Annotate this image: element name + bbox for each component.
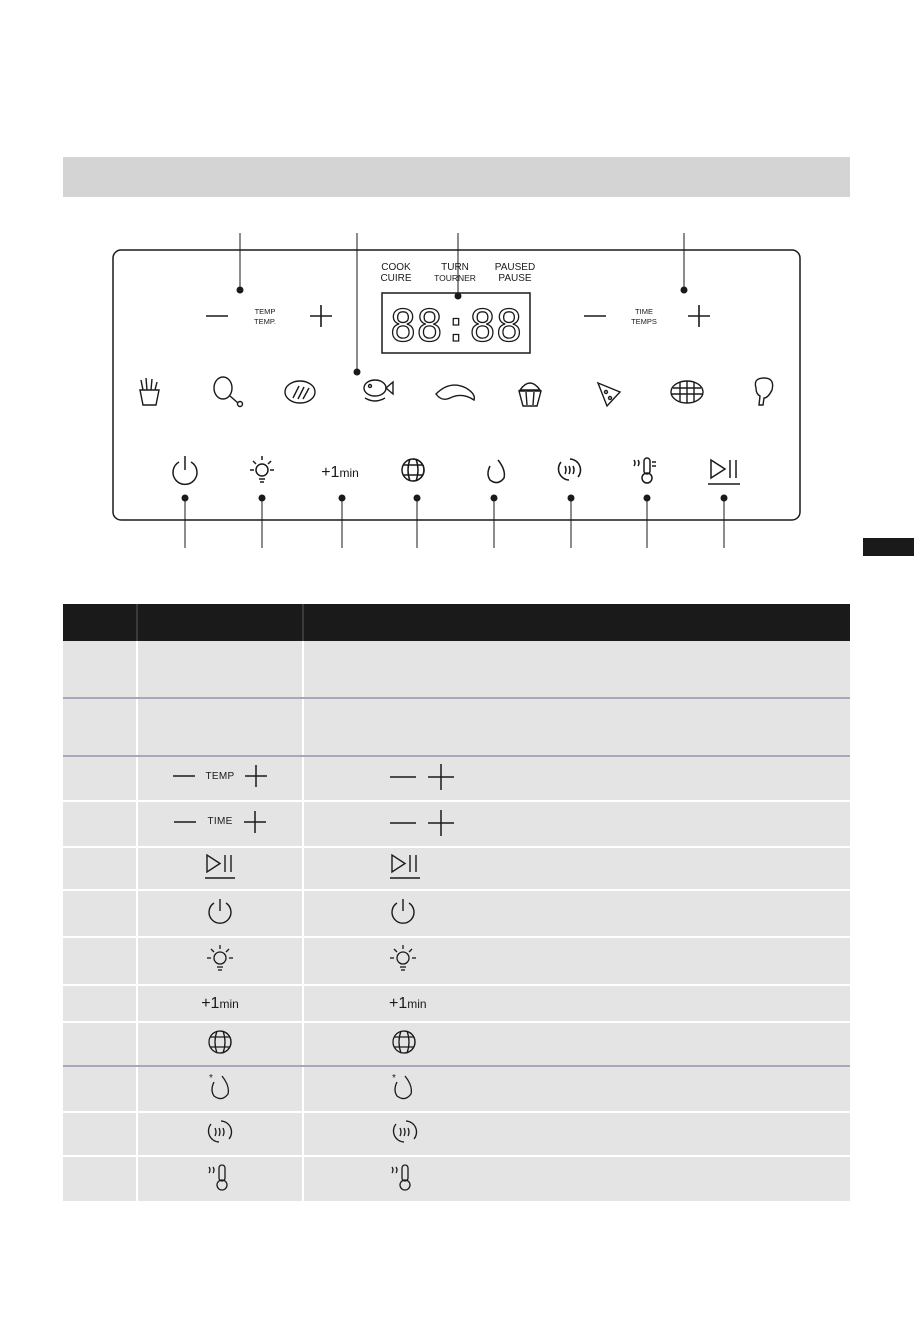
time-label-en: TIME (635, 307, 653, 316)
dehydrate-icon (558, 459, 580, 480)
muffin-icon (519, 383, 541, 406)
plus-one-min-icon (389, 995, 427, 1013)
header-button (137, 604, 303, 641)
table-row (63, 1066, 850, 1112)
table-row (63, 1156, 850, 1202)
table-row (63, 847, 850, 890)
control-panel-diagram (0, 220, 914, 560)
status-turn-en: TURN (441, 262, 469, 273)
steak-icon (285, 381, 315, 403)
rotisserie-icon (389, 1027, 419, 1057)
plus-one-main: +1 (321, 464, 340, 481)
table-row (63, 937, 850, 985)
power-icon (206, 897, 234, 925)
start-pause-icon (389, 852, 421, 880)
status-cook-fr: CUIRE (380, 273, 412, 284)
keep-warm-icon (389, 1162, 417, 1192)
light-icon (206, 944, 234, 974)
table-header-row (63, 604, 850, 641)
table-row (63, 890, 850, 937)
start-pause-icon (708, 460, 740, 484)
controls-table (63, 604, 850, 1203)
callout-dot (681, 287, 687, 293)
plus-one-sub: min (407, 996, 427, 1011)
svg-text:*: * (392, 1072, 396, 1084)
dehydrate-icon (204, 1117, 236, 1147)
food-preset-row (140, 377, 773, 407)
table-row (63, 985, 850, 1022)
callout-dot (354, 369, 360, 375)
chicken-leg-icon (214, 377, 243, 407)
vegetable-icon (755, 378, 772, 405)
rotisserie-icon (205, 1027, 235, 1057)
plus-one-min-icon (321, 464, 359, 481)
minus-plus-icon (389, 763, 455, 791)
power-icon (389, 897, 417, 925)
pie-icon (671, 381, 703, 403)
temp-adjust-icon (172, 764, 269, 788)
section-title-bar (63, 157, 850, 197)
plus-one-min-icon (201, 995, 239, 1012)
rotisserie-icon (402, 459, 424, 481)
status-turn-fr: TOURNER (434, 273, 476, 283)
dehydrate-icon (389, 1117, 421, 1147)
light-icon (389, 944, 417, 974)
header-function (303, 604, 850, 641)
temp-label-fr: TEMP. (254, 317, 276, 326)
fish-icon (364, 380, 393, 401)
defrost-icon (488, 460, 504, 483)
display-digits: 88:88 (389, 301, 523, 352)
table-row (63, 756, 850, 801)
plus-one-main: +1 (389, 994, 408, 1012)
temp-adjust-label: TEMP (205, 770, 235, 782)
shrimp-icon (436, 385, 474, 400)
table-row (63, 1112, 850, 1156)
temp-label-en: TEMP (254, 307, 276, 316)
time-adjust-icon (173, 810, 266, 834)
time-adjust-label: TIME (207, 816, 233, 827)
defrost-icon (206, 1072, 234, 1102)
status-paused-fr: PAUSE (498, 273, 532, 284)
svg-text:*: * (209, 1072, 213, 1084)
callout-dot (455, 293, 461, 299)
plus-one-main: +1 (201, 994, 220, 1012)
time-label-fr: TEMPS (631, 317, 657, 326)
header-number (63, 604, 137, 641)
table-row (63, 1022, 850, 1066)
table-row (63, 801, 850, 847)
table-row (63, 641, 850, 698)
status-paused-en: PAUSED (494, 262, 536, 273)
pizza-icon (598, 383, 620, 406)
callout-dot (237, 287, 243, 293)
plus-one-sub: min (339, 466, 359, 480)
table-row (63, 698, 850, 756)
keep-warm-icon (634, 458, 656, 483)
keep-warm-icon (206, 1162, 234, 1192)
defrost-icon (389, 1072, 417, 1102)
plus-one-sub: min (219, 996, 239, 1011)
bottom-callouts (182, 495, 727, 548)
start-pause-icon (204, 852, 236, 880)
fries-icon (140, 378, 159, 405)
status-labels (380, 262, 535, 284)
power-icon (173, 456, 197, 484)
light-icon (250, 456, 274, 482)
function-button-row (173, 456, 740, 484)
minus-plus-icon (389, 809, 455, 837)
status-cook-en: COOK (381, 262, 411, 273)
